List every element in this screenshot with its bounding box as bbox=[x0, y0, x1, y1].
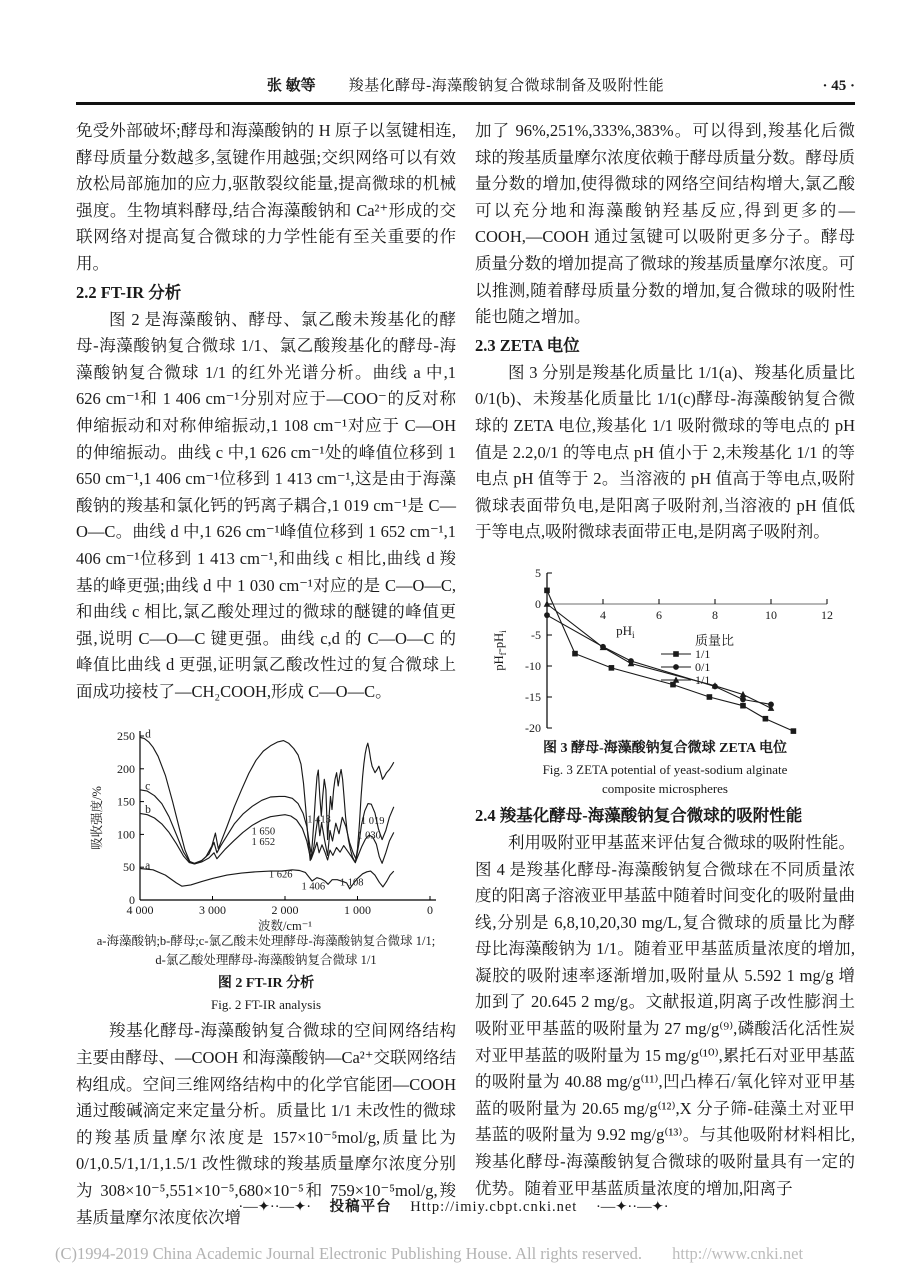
svg-text:4 000: 4 000 bbox=[126, 903, 154, 918]
svg-text:100: 100 bbox=[117, 827, 135, 842]
two-column-body bbox=[76, 118, 855, 1231]
running-head-author: 张 敏等 bbox=[266, 78, 316, 94]
svg-text:pHf-pHi: $pH_f-pH_i$ bbox=[492, 630, 508, 671]
svg-text:吸收强度/%: 吸收强度/% bbox=[90, 786, 104, 851]
ftir-spectra-chart bbox=[88, 712, 444, 932]
heading-2-2-ftir: 2.2 FT-IR 分析 bbox=[76, 282, 182, 302]
svg-text:1/1: 1/1 bbox=[695, 672, 711, 687]
footer-decor-left: ·—✦··—✦· bbox=[238, 1199, 312, 1215]
svg-text:1/1: 1/1 bbox=[695, 646, 711, 661]
svg-text:10: 10 bbox=[765, 607, 777, 622]
figure-2-caption-en: Fig. 2 FT-IR analysis bbox=[210, 997, 322, 1013]
svg-text:150: 150 bbox=[117, 795, 135, 810]
copyright-text: (C)1994-2019 China Academic Journal Electronic Publishing House. All rights reserved. bbox=[55, 1244, 643, 1263]
svg-text:波数/cm⁻¹: 波数/cm⁻¹ bbox=[257, 919, 313, 933]
svg-text:6: 6 bbox=[656, 607, 662, 622]
heading-2-3-zeta: 2.3 ZETA 电位 bbox=[475, 335, 580, 355]
svg-text:-10: -10 bbox=[525, 658, 541, 673]
heading-2-4-adsorption: 2.4 羧基化酵母-海藻酸钠复合微球的吸附性能 bbox=[475, 805, 803, 825]
page-number: · 45 · bbox=[822, 78, 855, 94]
svg-text:a: a bbox=[145, 860, 151, 873]
svg-text:2 000: 2 000 bbox=[271, 903, 299, 918]
svg-text:4: 4 bbox=[600, 607, 606, 622]
figure-3-caption-en-line2: composite microspheres bbox=[602, 780, 728, 796]
svg-text:1 650: 1 650 bbox=[251, 826, 276, 838]
footer-decor-right: ·—✦··—✦· bbox=[595, 1199, 669, 1215]
zeta-potential-chart bbox=[487, 553, 843, 735]
right-column bbox=[475, 118, 855, 1231]
figure-3-zeta bbox=[475, 553, 855, 798]
copyright-line bbox=[55, 1244, 803, 1264]
figure-2-caption-cn: 图 2 FT-IR 分析 bbox=[217, 976, 315, 992]
svg-text:d: d bbox=[145, 729, 151, 742]
paragraph-network-structure: 羧基化酵母-海藻酸钠复合微球的空间网络结构主要由酵母、—COOH 和海藻酸钠—Ca²⁺交联网络结构组成。空间三维网络结构中的化学官能团—COOH 通过酸碱滴定来定量分析。质量比 1/1 未改性的微球的羧基质量摩尔浓度是 157×10⁻⁵mol/g,质量比为 0/1,0.5/1,1/1,1.5/1 改性微球的羧基质量摩尔浓度分别为 308×10⁻⁵,551×10⁻⁵,680×10⁻⁵和 759×10⁻⁵mol/g,羧基质量摩尔浓度依次增 bbox=[76, 1021, 456, 1227]
figure-2-note-line2: d-氯乙酸处理酵母-海藻酸钠复合微球 1/1 bbox=[155, 953, 377, 968]
svg-text:-20: -20 bbox=[525, 720, 541, 735]
svg-text:0: 0 bbox=[427, 903, 433, 918]
svg-text:0: 0 bbox=[535, 596, 541, 611]
svg-text:0/1: 0/1 bbox=[695, 659, 711, 674]
submission-platform-note bbox=[0, 1195, 907, 1216]
svg-text:1 019: 1 019 bbox=[360, 816, 385, 828]
svg-text:-5: -5 bbox=[531, 627, 541, 642]
paragraph-carboxyl-increase: 加了 96%,251%,333%,383%。可以得到,羧基化后微球的羧基质量摩尔浓度依赖于酵母质量分数。酵母质量分数的增加,使得微球的网络空间结构增大,氯乙酸可以充分地和海藻酸钠羟基反应,得到更多的—COOH,—COOH 通过氢键可以吸附更多分子。酵母质量分数的增加提高了微球的羧基质量摩尔浓度。可以推测,随着酵母质量分数的增加,复合微球的吸附性能也随之增加。 bbox=[475, 121, 855, 327]
figure-3-caption-en-line1: Fig. 3 ZETA potential of yeast-sodium alginate bbox=[542, 761, 788, 777]
svg-text:3 000: 3 000 bbox=[199, 903, 226, 918]
svg-text:1 108: 1 108 bbox=[339, 878, 364, 890]
footer-platform-label: 投稿平台 bbox=[329, 1199, 392, 1215]
running-head bbox=[76, 77, 855, 95]
svg-text:1 413: 1 413 bbox=[307, 815, 331, 827]
svg-text:-15: -15 bbox=[525, 689, 541, 704]
svg-text:5: 5 bbox=[535, 565, 541, 580]
svg-text:c: c bbox=[145, 780, 151, 793]
header-rule bbox=[76, 102, 855, 105]
svg-text:0: 0 bbox=[129, 893, 135, 908]
svg-text:质量比: 质量比 bbox=[695, 632, 735, 648]
svg-text:1 030: 1 030 bbox=[357, 830, 381, 842]
svg-text:200: 200 bbox=[117, 762, 135, 777]
svg-text:b: b bbox=[145, 804, 151, 817]
figure-3-caption-cn: 图 3 酵母-海藻酸钠复合微球 ZETA 电位 bbox=[543, 740, 787, 756]
left-column bbox=[76, 118, 456, 1231]
svg-text:1 626: 1 626 bbox=[268, 870, 293, 882]
svg-text:250: 250 bbox=[117, 729, 135, 744]
figure-2-ftir bbox=[76, 712, 456, 1014]
svg-text:12: 12 bbox=[821, 607, 833, 622]
svg-text:50: 50 bbox=[123, 860, 135, 875]
svg-text:1 652: 1 652 bbox=[251, 837, 276, 849]
copyright-url[interactable]: http://www.cnki.net bbox=[672, 1244, 804, 1263]
footer-platform-url[interactable]: Http://imiy.cbpt.cnki.net bbox=[410, 1199, 578, 1215]
paragraph-ftir-analysis: 图 2 是海藻酸钠、酵母、氯乙酸未羧基化的酵母-海藻酸钠复合微球 1/1、氯乙酸羧基化的酵母-海藻酸钠复合微球 1/1 的红外光谱分析。曲线 a 中,1 626 cm⁻¹和 1 406 cm⁻¹分别对应于—COO⁻的反对称伸缩振动和对称伸缩振动,1 108 cm⁻¹对应于 C—OH 的伸缩振动。曲线 c 中,1 626 cm⁻¹处的峰值位移到 1 650 cm⁻¹,1 406 cm⁻¹位移到 1 413 cm⁻¹,这是由于海藻酸钠的羧基和氯化钙的钙离子耦合,1 019 cm⁻¹是 C—O—C。曲线 d 中,1 626 cm⁻¹峰值位移到 1 652 cm⁻¹,1 406 cm⁻¹位移到 1 413 cm⁻¹,和曲线 c 相比,曲线 d 羧基的峰更强;曲线 d 中 1 030 cm⁻¹对应的是 C—O—C,和曲线 c 相比,氯乙酸处理过的微球的醚键的峰值更强,说明 C—O—C 键更强。曲线 c,d 的 C—O—C 的峰值比曲线 d 更强,证明氯乙酸改性过的复合微球上面成功接枝了—CH₂COOH,形成 C—O—C。 bbox=[76, 309, 456, 701]
svg-text:8: 8 bbox=[712, 607, 718, 622]
figure-2-note-line1: a-海藻酸钠;b-酵母;c-氯乙酸未处理酵母-海藻酸钠复合微球 1/1; bbox=[96, 934, 436, 949]
svg-text:pHi: $pH_i$ bbox=[616, 622, 635, 641]
paragraph-mechanical-strength: 免受外部破坏;酵母和海藻酸钠的 H 原子以氢键相连,酵母质量分数越多,氢键作用越强;交织网络可以有效放松局部施加的应力,驱散裂纹能量,提高微球的机械强度。生物填料酵母,结合海藻酸钠和 Ca²⁺形成的交联网络对提高复合微球的力学性能有至关重要的作用。 bbox=[76, 121, 456, 273]
paragraph-adsorption-performance: 利用吸附亚甲基蓝来评估复合微球的吸附性能。图 4 是羧基化酵母-海藻酸钠复合微球在不同质量浓度的阳离子溶液亚甲基蓝中随着时间变化的吸附量曲线,分别是 6,8,10,20,30 mg/L,复合微球的质量比为酵母比海藻酸钠为 1/1。随着亚甲基蓝质量浓度的增加,凝胶的吸附速率逐渐增加,吸附量从 5.592 1 mg/g 增加到了 20.645 2 mg/g。文献报道,阴离子改性膨润土吸附亚甲基蓝的吸附量为 27 mg/g⁽⁹⁾,磷酸活化活性炭对亚甲基蓝的吸附量为 15 mg/g⁽¹⁰⁾,累托石对亚甲基蓝的吸附量为 40.88 mg/g⁽¹¹⁾,凹凸棒石/氧化锌对亚甲基蓝的吸附量为 20.65 mg/g⁽¹²⁾,X 分子筛-硅藻土对亚甲基蓝的吸附量为 9.92 mg/g⁽¹³⁾。与其他吸附材料相比,羧基化酵母-海藻酸钠复合微球的吸附量具有一定的优势。随着亚甲基蓝质量浓度的增加,阳离子 bbox=[475, 832, 855, 1198]
svg-text:1 000: 1 000 bbox=[344, 903, 371, 918]
running-head-title: 羧基化酵母-海藻酸钠复合微球制备及吸附性能 bbox=[348, 78, 665, 94]
svg-text:1 406: 1 406 bbox=[301, 881, 326, 893]
page-header bbox=[76, 0, 855, 95]
paragraph-zeta-potential: 图 3 分别是羧基化质量比 1/1(a)、羧基化质量比 0/1(b)、未羧基化质量比 1/1(c)酵母-海藻酸钠复合微球的 ZETA 电位,羧基化 1/1 吸附微球的等电点的 pH 值是 2.2,0/1 的等电点 pH 值小于 2,未羧基化 1/1 的等电点 pH 值等于 2。当溶液的 pH 值高于等电点,吸附微球表面带负电,是阳离子吸附剂,当溶液的 pH 值低于等电点,吸附微球表面带正电,是阴离子吸附剂。 bbox=[475, 362, 855, 542]
